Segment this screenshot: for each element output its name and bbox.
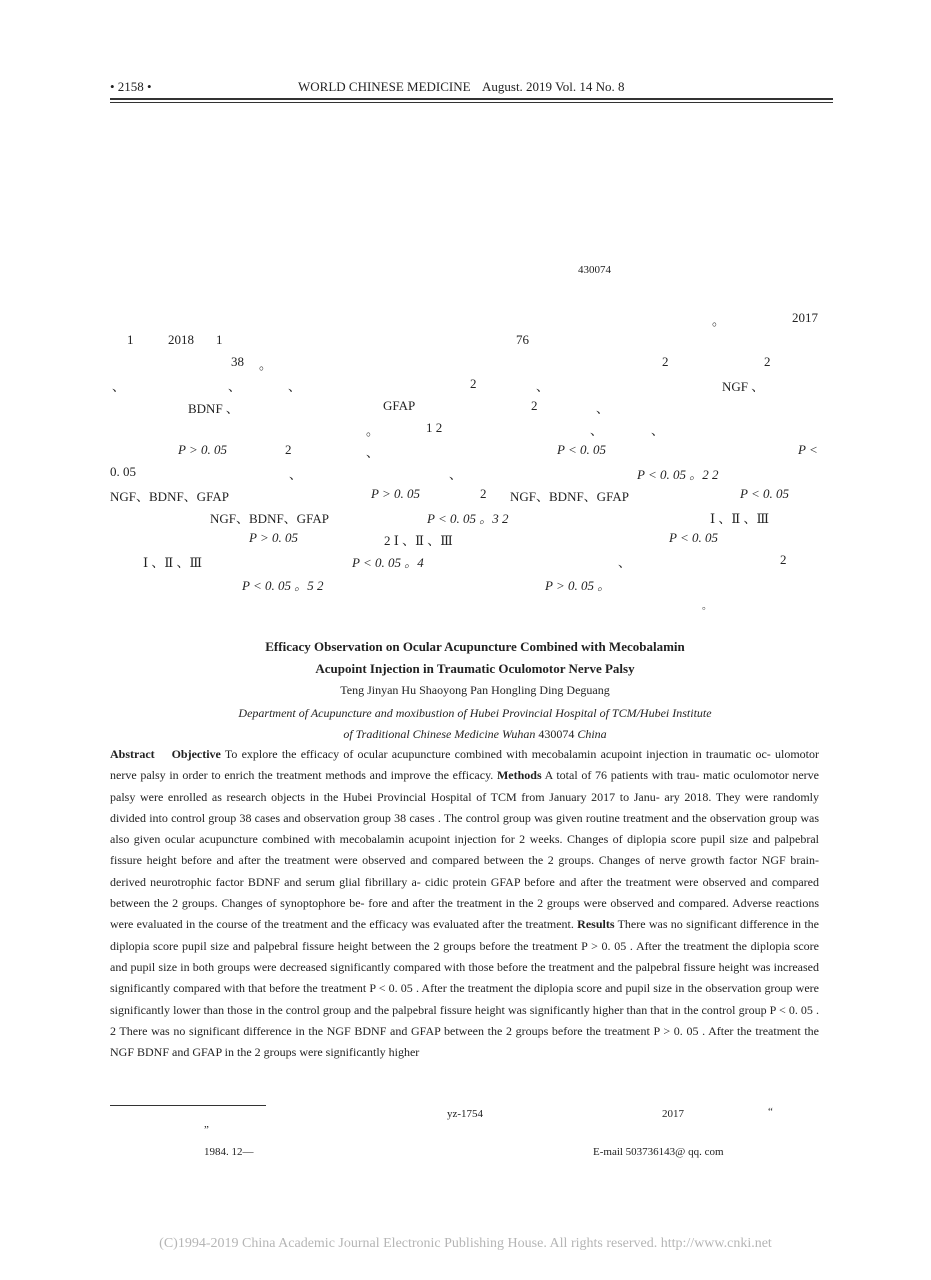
cn-fragment: 、 <box>288 379 302 394</box>
footnote-rule <box>110 1105 266 1106</box>
cn-fragment: 、 <box>651 423 665 438</box>
cn-fragment: 、 <box>596 401 610 416</box>
cn-fragment: 、 <box>449 467 463 482</box>
header-rule-thick <box>110 98 833 100</box>
cn-fragment: 。 <box>366 423 380 438</box>
cn-fragment: 2018 <box>168 332 194 347</box>
cn-fragment: 、 <box>112 379 126 394</box>
cn-fragment: 2 <box>285 442 292 457</box>
cn-fragment: 、 <box>590 423 604 438</box>
objective-text: To explore the efficacy of ocular acupuncture combined with mecobalamin acupoint injection in traumatic oc- ulomotor nerve palsy in order to enrich the treatment methods and improve the efficacy. <box>110 747 819 783</box>
author-birth: 1984. 12— <box>204 1146 254 1158</box>
journal-issue: August. 2019 Vol. 14 No. 8 <box>482 79 625 94</box>
journal-name: WORLD CHINESE MEDICINE <box>298 79 471 94</box>
cn-fragment: 2017 <box>792 310 818 325</box>
english-authors: Teng Jinyan Hu Shaoyong Pan Hongling Ding Deguang <box>340 683 610 697</box>
cn-fragment: NGF、BDNF、GFAP <box>210 511 329 526</box>
affiliation-institute: of Traditional Chinese Medicine Wuhan <box>343 727 536 741</box>
cn-fragment: 2 <box>480 486 487 501</box>
cn-fragment: 2 Ⅰ 、Ⅱ 、Ⅲ <box>384 533 453 548</box>
cn-stat: P < 0. 05 <box>740 486 789 501</box>
open-quote: “ <box>768 1106 773 1118</box>
cn-fragment: BDNF 、 <box>188 401 239 416</box>
english-affiliation-1: Department of Acupuncture and moxibustion of Hubei Provincial Hospital of TCM/Hubei Institute <box>238 706 712 720</box>
cn-stat: P < 0. 05 。2 2 <box>637 467 719 482</box>
cn-stat: P < 0. 05 <box>557 442 606 457</box>
postcode: 430074 <box>578 264 611 276</box>
copyright-notice: (C)1994-2019 China Academic Journal Electronic Publishing House. All rights reserved. http://www.cnki.net <box>159 1236 772 1251</box>
cn-fragment: GFAP <box>383 398 416 413</box>
cn-stat: P < 0. 05 。4 <box>352 555 424 570</box>
affiliation-postcode: 430074 <box>538 727 575 741</box>
cn-fragment: 、 <box>289 467 303 482</box>
header-rule-thin <box>110 102 833 103</box>
methods-text: A total of 76 patients with trau- matic oculomotor nerve palsy were enrolled as research objects in the Hubei Provincial Hospital of TCM from January 2017 to Janu- ary 2018. They were randomly divided into control group 38 cases and observation group 38 cases . The control group was given routine treatment and the observation group was also given ocular acupuncture combined with mecobalamin acupoint injection for 2 weeks. Changes of diplopia score pupil size and palpebral fissure height before and after the treatment were observed and compared between the 2 groups. Changes of nerve growth factor NGF brain-derived neurotrophic factor BDNF and serum glial fibrillary a- cidic protein GFAP before and after the treatment were observed and compared between the 2 groups. Changes of synoptophore be- fore and after the treatment in the 2 groups were observed and compared. Adverse reactions were evaluated in the course of the treatment and the efficacy was evaluated after the treatment. <box>110 768 820 932</box>
cn-stat: P > 0. 05 <box>178 442 227 457</box>
cn-fragment: 76 <box>516 332 529 347</box>
affiliation-country: China <box>577 727 607 741</box>
cn-fragment: NGF、BDNF、GFAP <box>510 489 629 504</box>
objective-label: Objective <box>171 747 221 761</box>
cn-fragment: 、 <box>618 555 632 570</box>
cn-fragment: 1 2 <box>426 420 443 435</box>
project-code: yz-1754 <box>447 1108 484 1120</box>
project-year: 2017 <box>662 1108 684 1120</box>
cn-fragment: Ⅰ 、Ⅱ 、Ⅲ <box>143 555 203 570</box>
english-title-line-1: Efficacy Observation on Ocular Acupuncture Combined with Mecobalamin <box>265 639 685 654</box>
cn-fragment: 2 <box>764 354 771 369</box>
cn-fragment: 2 <box>662 354 669 369</box>
close-quote: ” <box>204 1124 209 1136</box>
cn-fragment: 。 <box>712 313 726 328</box>
cn-fragment: 、 <box>366 445 380 460</box>
cn-stat: P < 0. 05 <box>669 530 718 545</box>
cn-fragment: NGF 、 <box>722 379 765 394</box>
cn-fragment: 2 <box>780 552 787 567</box>
page-number: • 2158 • <box>110 79 152 94</box>
cn-stat: P > 0. 05 。 <box>545 578 611 593</box>
cn-fragment: 38 <box>231 354 244 369</box>
english-abstract <box>110 744 819 1063</box>
author-email: E-mail 503736143@ qq. com <box>593 1146 724 1158</box>
cn-stat: P > 0. 05 <box>249 530 298 545</box>
cn-fragment: 1 <box>127 332 134 347</box>
cn-fragment: 。 <box>702 601 712 612</box>
cn-fragment: 。 <box>259 357 273 372</box>
cn-fragment: 2 <box>470 376 477 391</box>
cn-stat: P > 0. 05 <box>371 486 420 501</box>
cn-stat: P < <box>798 442 818 457</box>
cn-stat: P < 0. 05 。5 2 <box>242 578 324 593</box>
abstract-label: Abstract <box>110 747 155 761</box>
cn-fragment: NGF、BDNF、GFAP <box>110 489 229 504</box>
cn-fragment: 2 <box>531 398 538 413</box>
results-label: Results <box>577 917 615 932</box>
english-affiliation-2 <box>110 727 840 742</box>
results-text: There was no significant difference in the diplopia score pupil size and palpebral fissure height between the 2 groups before the treatment P > 0. 05 . After the treatment the diplopia score and pupil size in both groups were decreased significantly compared with those before the treatment and the palpebral fissure height was increased significantly compared with that before the treatment P < 0. 05 . After the treatment the diplopia score and pupil size in the observation group were significantly lower than those in the control group and the palpebral fissure height was significantly higher than that in the control group P < 0. 05 . 2 There was no significant difference in the NGF BDNF and GFAP between the 2 groups before the treatment P > 0. 05 . After the treatment the NGF BDNF and GFAP in the 2 groups were significantly higher <box>110 917 819 1060</box>
methods-label: Methods <box>496 768 542 783</box>
cn-stat: 0. 05 <box>110 464 136 479</box>
cn-fragment: Ⅰ 、Ⅱ 、Ⅲ <box>710 511 770 526</box>
cn-stat: P < 0. 05 。3 2 <box>427 511 509 526</box>
cn-fragment: 1 <box>216 332 223 347</box>
cn-fragment: 、 <box>536 379 550 394</box>
english-title-line-2: Acupoint Injection in Traumatic Oculomotor Nerve Palsy <box>315 661 635 676</box>
cn-fragment: 、 <box>228 379 242 394</box>
